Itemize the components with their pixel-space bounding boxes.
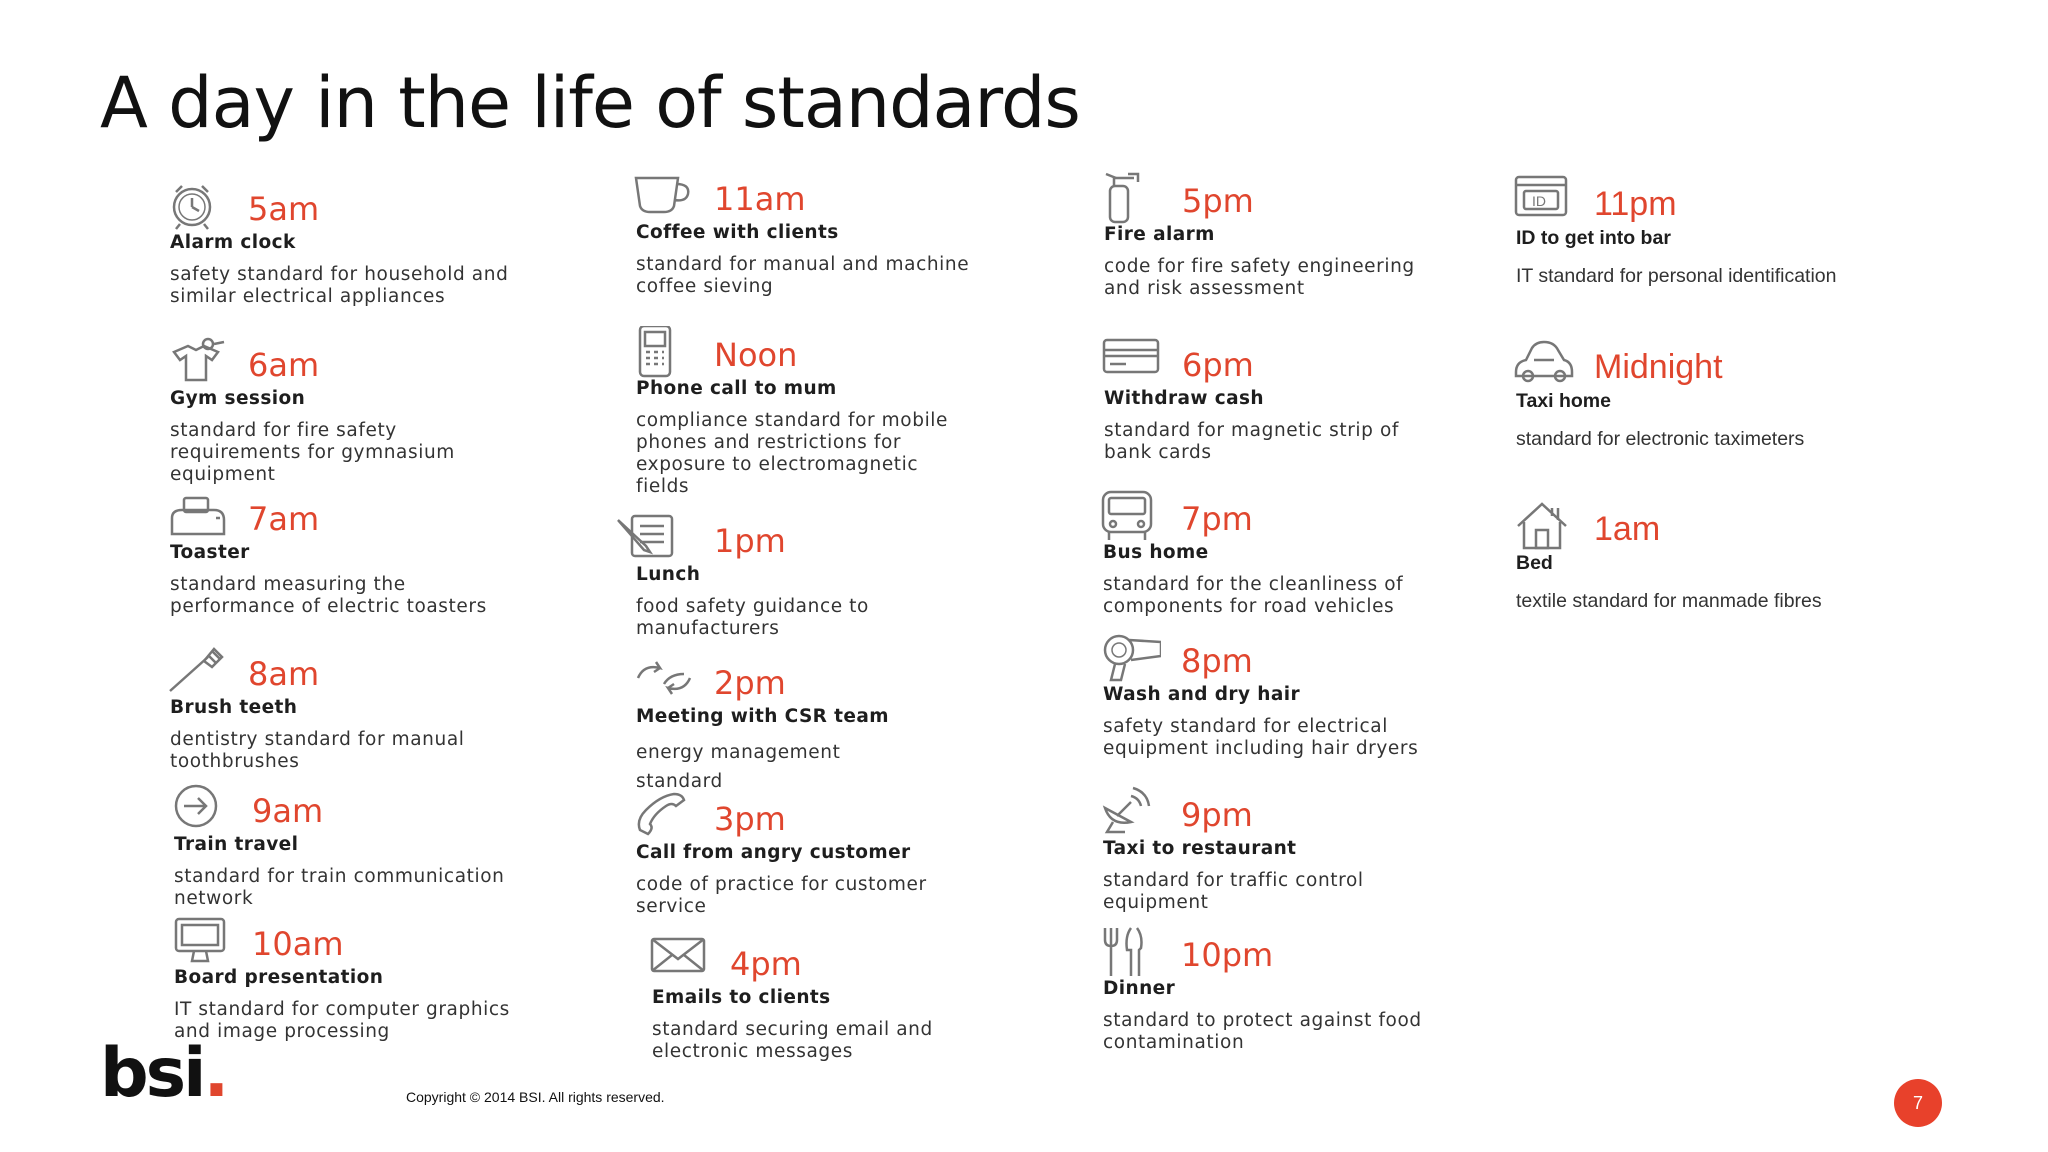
activity-label: Alarm clock <box>170 232 296 253</box>
time-label: 7pm <box>1181 500 1253 538</box>
activity-label: Gym session <box>170 388 306 409</box>
gym-icon <box>168 336 228 388</box>
activity-label: Wash and dry hair <box>1103 684 1300 705</box>
copyright-notice: Copyright © 2014 BSI. All rights reserved. <box>406 1089 665 1105</box>
time-label: 4pm <box>730 945 802 983</box>
time-label: 6am <box>248 346 320 384</box>
time-label: 8am <box>248 655 320 693</box>
time-label: 1pm <box>714 522 786 560</box>
standard-description: food safety guidance to manufacturers <box>636 596 869 639</box>
page-title: A day in the life of standards <box>100 62 1080 144</box>
phone-handset-icon <box>634 790 694 842</box>
time-label: 2pm <box>714 664 786 702</box>
activity-label: ID to get into bar <box>1516 227 1671 249</box>
standard-description: IT standard for personal identification <box>1516 265 1837 287</box>
recycle-arrows-icon <box>634 654 694 706</box>
bank-card-icon <box>1102 336 1162 388</box>
time-label: 9pm <box>1181 796 1253 834</box>
bsi-logo <box>100 1034 227 1113</box>
standard-description: IT standard for computer graphics and image processing <box>174 999 510 1042</box>
logo-dot: . <box>203 1034 227 1113</box>
standard-description: standard for magnetic strip of bank cards <box>1104 420 1400 463</box>
time-label: 1am <box>1594 510 1661 548</box>
standard-description: standard measuring the performance of electric toasters <box>170 574 487 617</box>
alarm-clock-icon <box>168 180 228 232</box>
activity-label: Taxi home <box>1516 390 1611 412</box>
notepad-icon <box>616 512 676 564</box>
time-label: 11am <box>714 180 806 218</box>
time-label: Midnight <box>1594 348 1723 386</box>
standard-description: standard for the cleanliness of components for road vehicles <box>1103 574 1404 617</box>
activity-label: Taxi to restaurant <box>1103 838 1297 859</box>
time-label: 6pm <box>1182 346 1254 384</box>
standard-description: standard for electronic taximeters <box>1516 428 1805 450</box>
bus-icon <box>1101 490 1161 542</box>
envelope-icon <box>650 935 710 987</box>
time-label: Noon <box>714 336 798 374</box>
time-label: 5am <box>248 190 320 228</box>
standard-description: textile standard for manmade fibres <box>1516 590 1822 612</box>
monitor-icon <box>172 915 232 967</box>
activity-label: Meeting with CSR team <box>636 706 889 727</box>
time-label: 11pm <box>1594 185 1677 223</box>
activity-label: Call from angry customer <box>636 842 911 863</box>
time-label: 7am <box>248 500 320 538</box>
activity-label: Coffee with clients <box>636 222 839 243</box>
car-icon <box>1514 338 1574 390</box>
page-number-badge: 7 <box>1894 1079 1942 1127</box>
standard-description: safety standard for household and similar electrical appliances <box>170 264 509 307</box>
standard-description: standard for traffic control equipment <box>1103 870 1364 913</box>
activity-label: Lunch <box>636 564 701 585</box>
logo-text: bsi <box>100 1034 204 1113</box>
activity-label: Phone call to mum <box>636 378 837 399</box>
standard-description: compliance standard for mobile phones and restrictions for exposure to electromagnetic fields <box>636 410 949 497</box>
activity-label: Brush teeth <box>170 697 298 718</box>
activity-label: Emails to clients <box>652 987 831 1008</box>
time-label: 9am <box>252 792 324 830</box>
hair-dryer-icon <box>1101 632 1161 684</box>
activity-label: Fire alarm <box>1104 224 1215 245</box>
standard-description: standard for manual and machine coffee sieving <box>636 254 970 297</box>
mobile-phone-icon <box>634 326 694 378</box>
arrow-right-icon <box>172 782 232 834</box>
time-label: 10pm <box>1181 936 1274 974</box>
standard-description: standard for fire safety requirements for gymnasium equipment <box>170 420 455 485</box>
standard-description: code of practice for customer service <box>636 874 927 917</box>
toothbrush-icon <box>168 645 228 697</box>
coffee-cup-icon <box>634 170 694 222</box>
standard-description: safety standard for electrical equipment including hair dryers <box>1103 716 1419 759</box>
activity-label: Train travel <box>174 834 299 855</box>
svg-text:ID: ID <box>1532 193 1546 209</box>
time-label: 3pm <box>714 800 786 838</box>
activity-label: Toaster <box>170 542 250 563</box>
time-label: 8pm <box>1181 642 1253 680</box>
standard-description: dentistry standard for manual toothbrushes <box>170 729 465 772</box>
activity-label: Bus home <box>1103 542 1209 563</box>
fire-extinguisher-icon <box>1102 172 1162 224</box>
standard-description: standard for train communication network <box>174 866 505 909</box>
time-label: 10am <box>252 925 344 963</box>
activity-label: Board presentation <box>174 967 384 988</box>
id-card-icon <box>1514 175 1574 227</box>
activity-label: Withdraw cash <box>1104 388 1264 409</box>
activity-label: Bed <box>1516 552 1553 574</box>
standard-description: code for fire safety engineering and risk assessment <box>1104 256 1415 299</box>
standard-description: standard securing email and electronic messages <box>652 1019 933 1062</box>
time-label: 5pm <box>1182 182 1254 220</box>
toaster-icon <box>168 490 228 542</box>
cutlery-icon <box>1101 926 1161 978</box>
standard-description: standard to protect against food contamination <box>1103 1010 1422 1053</box>
satellite-dish-icon <box>1101 786 1161 838</box>
house-icon <box>1514 500 1574 552</box>
standard-description: energy management standard <box>636 742 841 792</box>
activity-label: Dinner <box>1103 978 1176 999</box>
